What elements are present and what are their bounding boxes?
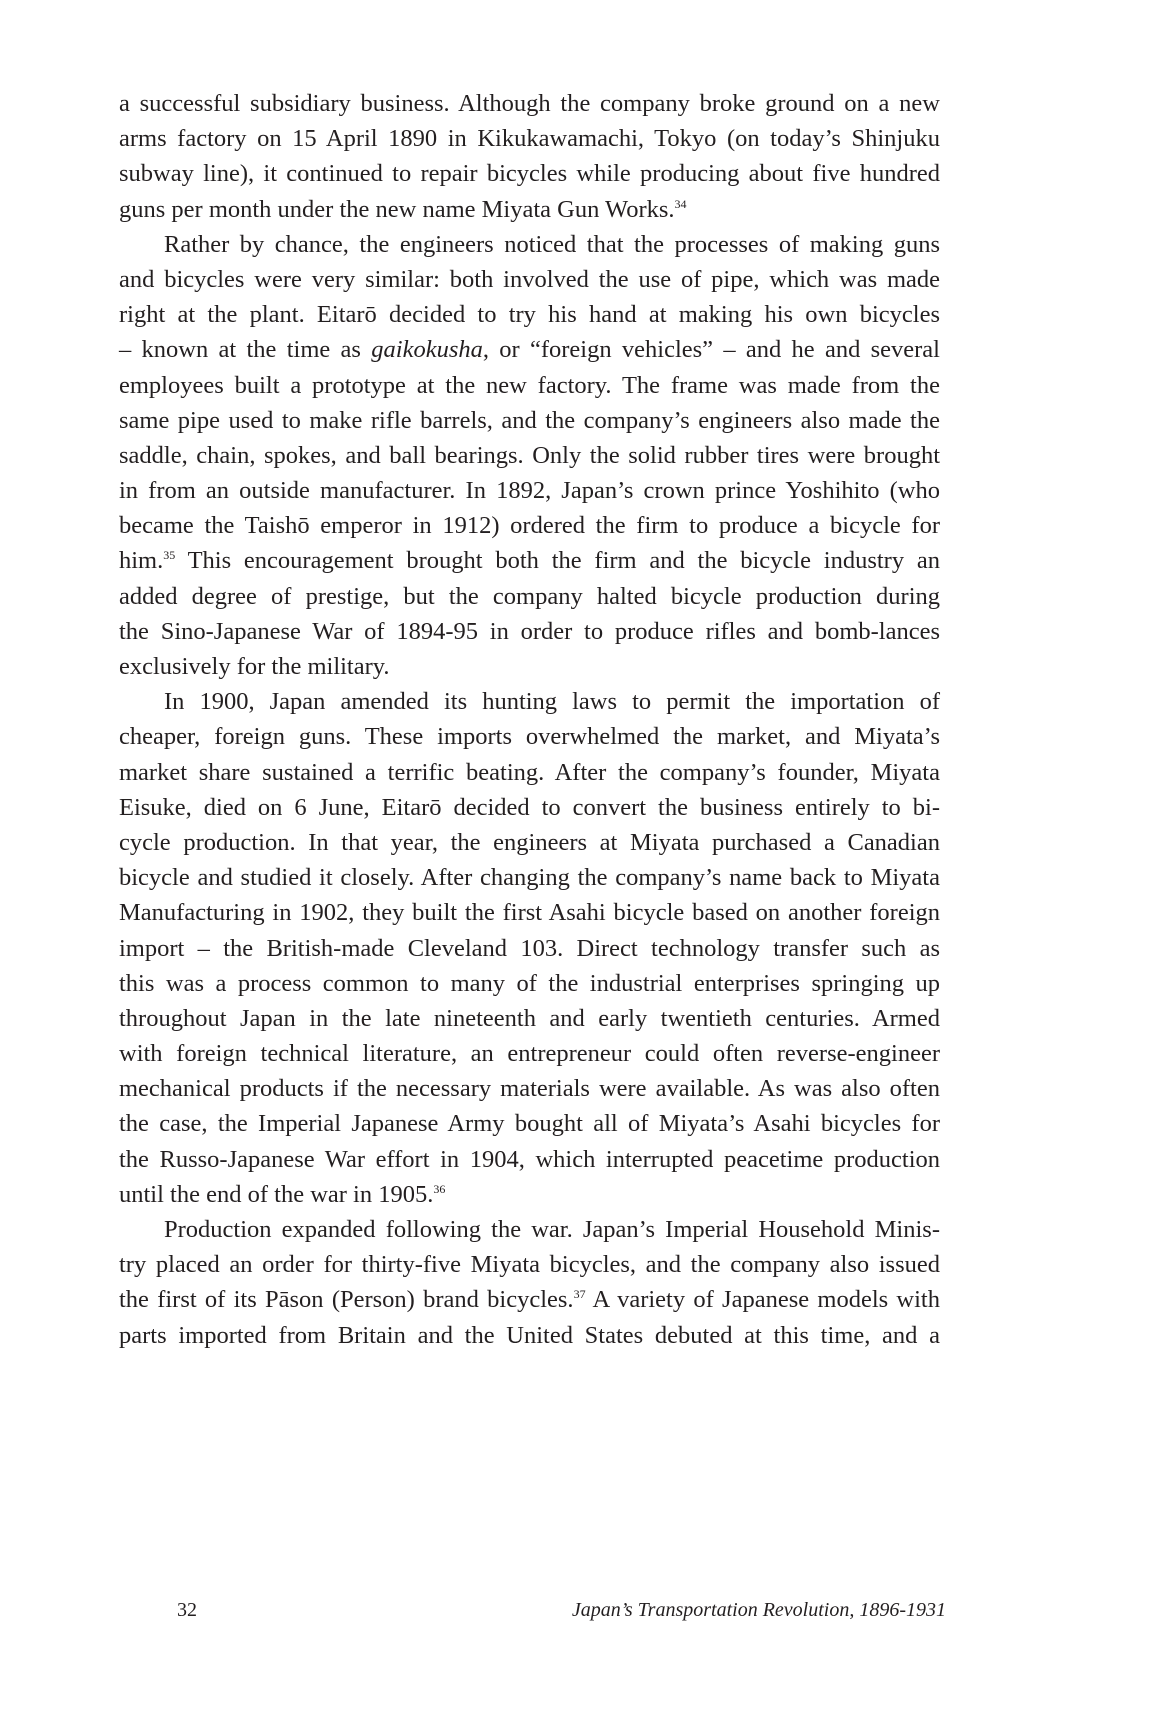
text-line: the case, the Imperial Japanese Army bought all of Miyata’s Asahi bicycles for	[119, 1110, 940, 1138]
text-line: added degree of prestige, but the company halted bicycle production during	[119, 582, 940, 610]
text-run: – known at the time as	[119, 336, 372, 364]
text-run: the first of its Pāson (Person) brand bicycles.	[119, 1286, 574, 1314]
text-line: exclusively for the military.	[119, 653, 390, 680]
text-run: , or “foreign vehicles” – and he and several	[482, 336, 940, 364]
running-title: Japan’s Transportation Revolution, 1896-1931	[571, 1599, 946, 1621]
text-line: Eisuke, died on 6 June, Eitarō decided to convert the business entirely to bi-	[119, 793, 940, 821]
text-line	[119, 192, 940, 227]
text-run: until the end of the war in 1905.	[119, 1180, 434, 1208]
text-line	[119, 1282, 940, 1317]
text-line: Production expanded following the war. Japan’s Imperial Household Minis-	[164, 1216, 940, 1243]
text-line: market share sustained a terrific beating. After the company’s founder, Miyata	[119, 758, 940, 786]
text-line: parts imported from Britain and the United States debuted at this time, and a	[119, 1321, 940, 1349]
text-line: saddle, chain, spokes, and ball bearings. Only the solid rubber tires were brought	[119, 441, 940, 469]
text-line: arms factory on 15 April 1890 in Kikukawamachi, Tokyo (on today’s Shinjuku	[119, 125, 940, 153]
text-run: A variety of Japanese models with	[585, 1286, 940, 1314]
text-line: cycle production. In that year, the engineers at Miyata purchased a Canadian	[119, 828, 940, 856]
italic-term: gaikokusha	[371, 336, 483, 364]
text-run: him.	[119, 547, 164, 575]
text-line	[119, 332, 940, 367]
text-line: throughout Japan in the late nineteenth and early twentieth centuries. Armed	[119, 1004, 940, 1032]
text-line: In 1900, Japan amended its hunting laws to permit the importation of	[164, 688, 940, 716]
text-line: try placed an order for thirty-five Miyata bicycles, and the company also issued	[119, 1251, 940, 1279]
text-line: the Russo-Japanese War effort in 1904, which interrupted peacetime production	[119, 1145, 940, 1173]
text-line	[119, 1177, 940, 1212]
body-text	[119, 86, 940, 1353]
text-line: a successful subsidiary business. Although the company broke ground on a new	[119, 90, 940, 117]
footnote-marker[interactable]: 36	[433, 1181, 446, 1196]
text-line: this was a process common to many of the industrial enterprises springing up	[119, 969, 940, 997]
footnote-marker[interactable]: 34	[674, 196, 687, 211]
text-line	[119, 543, 940, 578]
paragraph	[119, 684, 940, 1212]
text-line: the Sino-Japanese War of 1894-95 in order to produce rifles and bomb-lances	[119, 617, 940, 645]
text-line: with foreign technical literature, an entrepreneur could often reverse-engineer	[119, 1040, 940, 1068]
text-line: mechanical products if the necessary materials were available. As was also often	[119, 1075, 940, 1103]
text-line: employees built a prototype at the new factory. The frame was made from the	[119, 371, 940, 399]
text-run: This encouragement brought both the firm and the bicycle industry an	[175, 547, 940, 575]
text-line: same pipe used to make rifle barrels, and the company’s engineers also made the	[119, 406, 940, 434]
paragraph	[119, 86, 940, 227]
text-line: Rather by chance, the engineers noticed that the processes of making guns	[164, 230, 940, 258]
text-line: bicycle and studied it closely. After changing the company’s name back to Miyata	[119, 864, 940, 892]
footnote-marker[interactable]: 37	[573, 1287, 586, 1302]
paragraph	[119, 1212, 940, 1353]
text-line: right at the plant. Eitarō decided to try his hand at making his own bicycles	[119, 301, 940, 329]
page-number: 32	[177, 1599, 197, 1621]
text-line: Manufacturing in 1902, they built the first Asahi bicycle based on another foreign	[119, 899, 940, 927]
text-line: in from an outside manufacturer. In 1892, Japan’s crown prince Yoshihito (who	[119, 477, 940, 505]
text-line: cheaper, foreign guns. These imports overwhelmed the market, and Miyata’s	[119, 723, 940, 751]
text-line: import – the British-made Cleveland 103. Direct technology transfer such as	[119, 934, 940, 962]
text-line: and bicycles were very similar: both involved the use of pipe, which was made	[119, 265, 940, 293]
text-line: subway line), it continued to repair bicycles while producing about five hundred	[119, 160, 940, 188]
text-line: became the Taishō emperor in 1912) ordered the firm to produce a bicycle for	[119, 512, 940, 540]
footnote-marker[interactable]: 35	[163, 548, 176, 563]
text-run: guns per month under the new name Miyata Gun Works.	[119, 195, 675, 223]
paragraph	[119, 227, 940, 684]
